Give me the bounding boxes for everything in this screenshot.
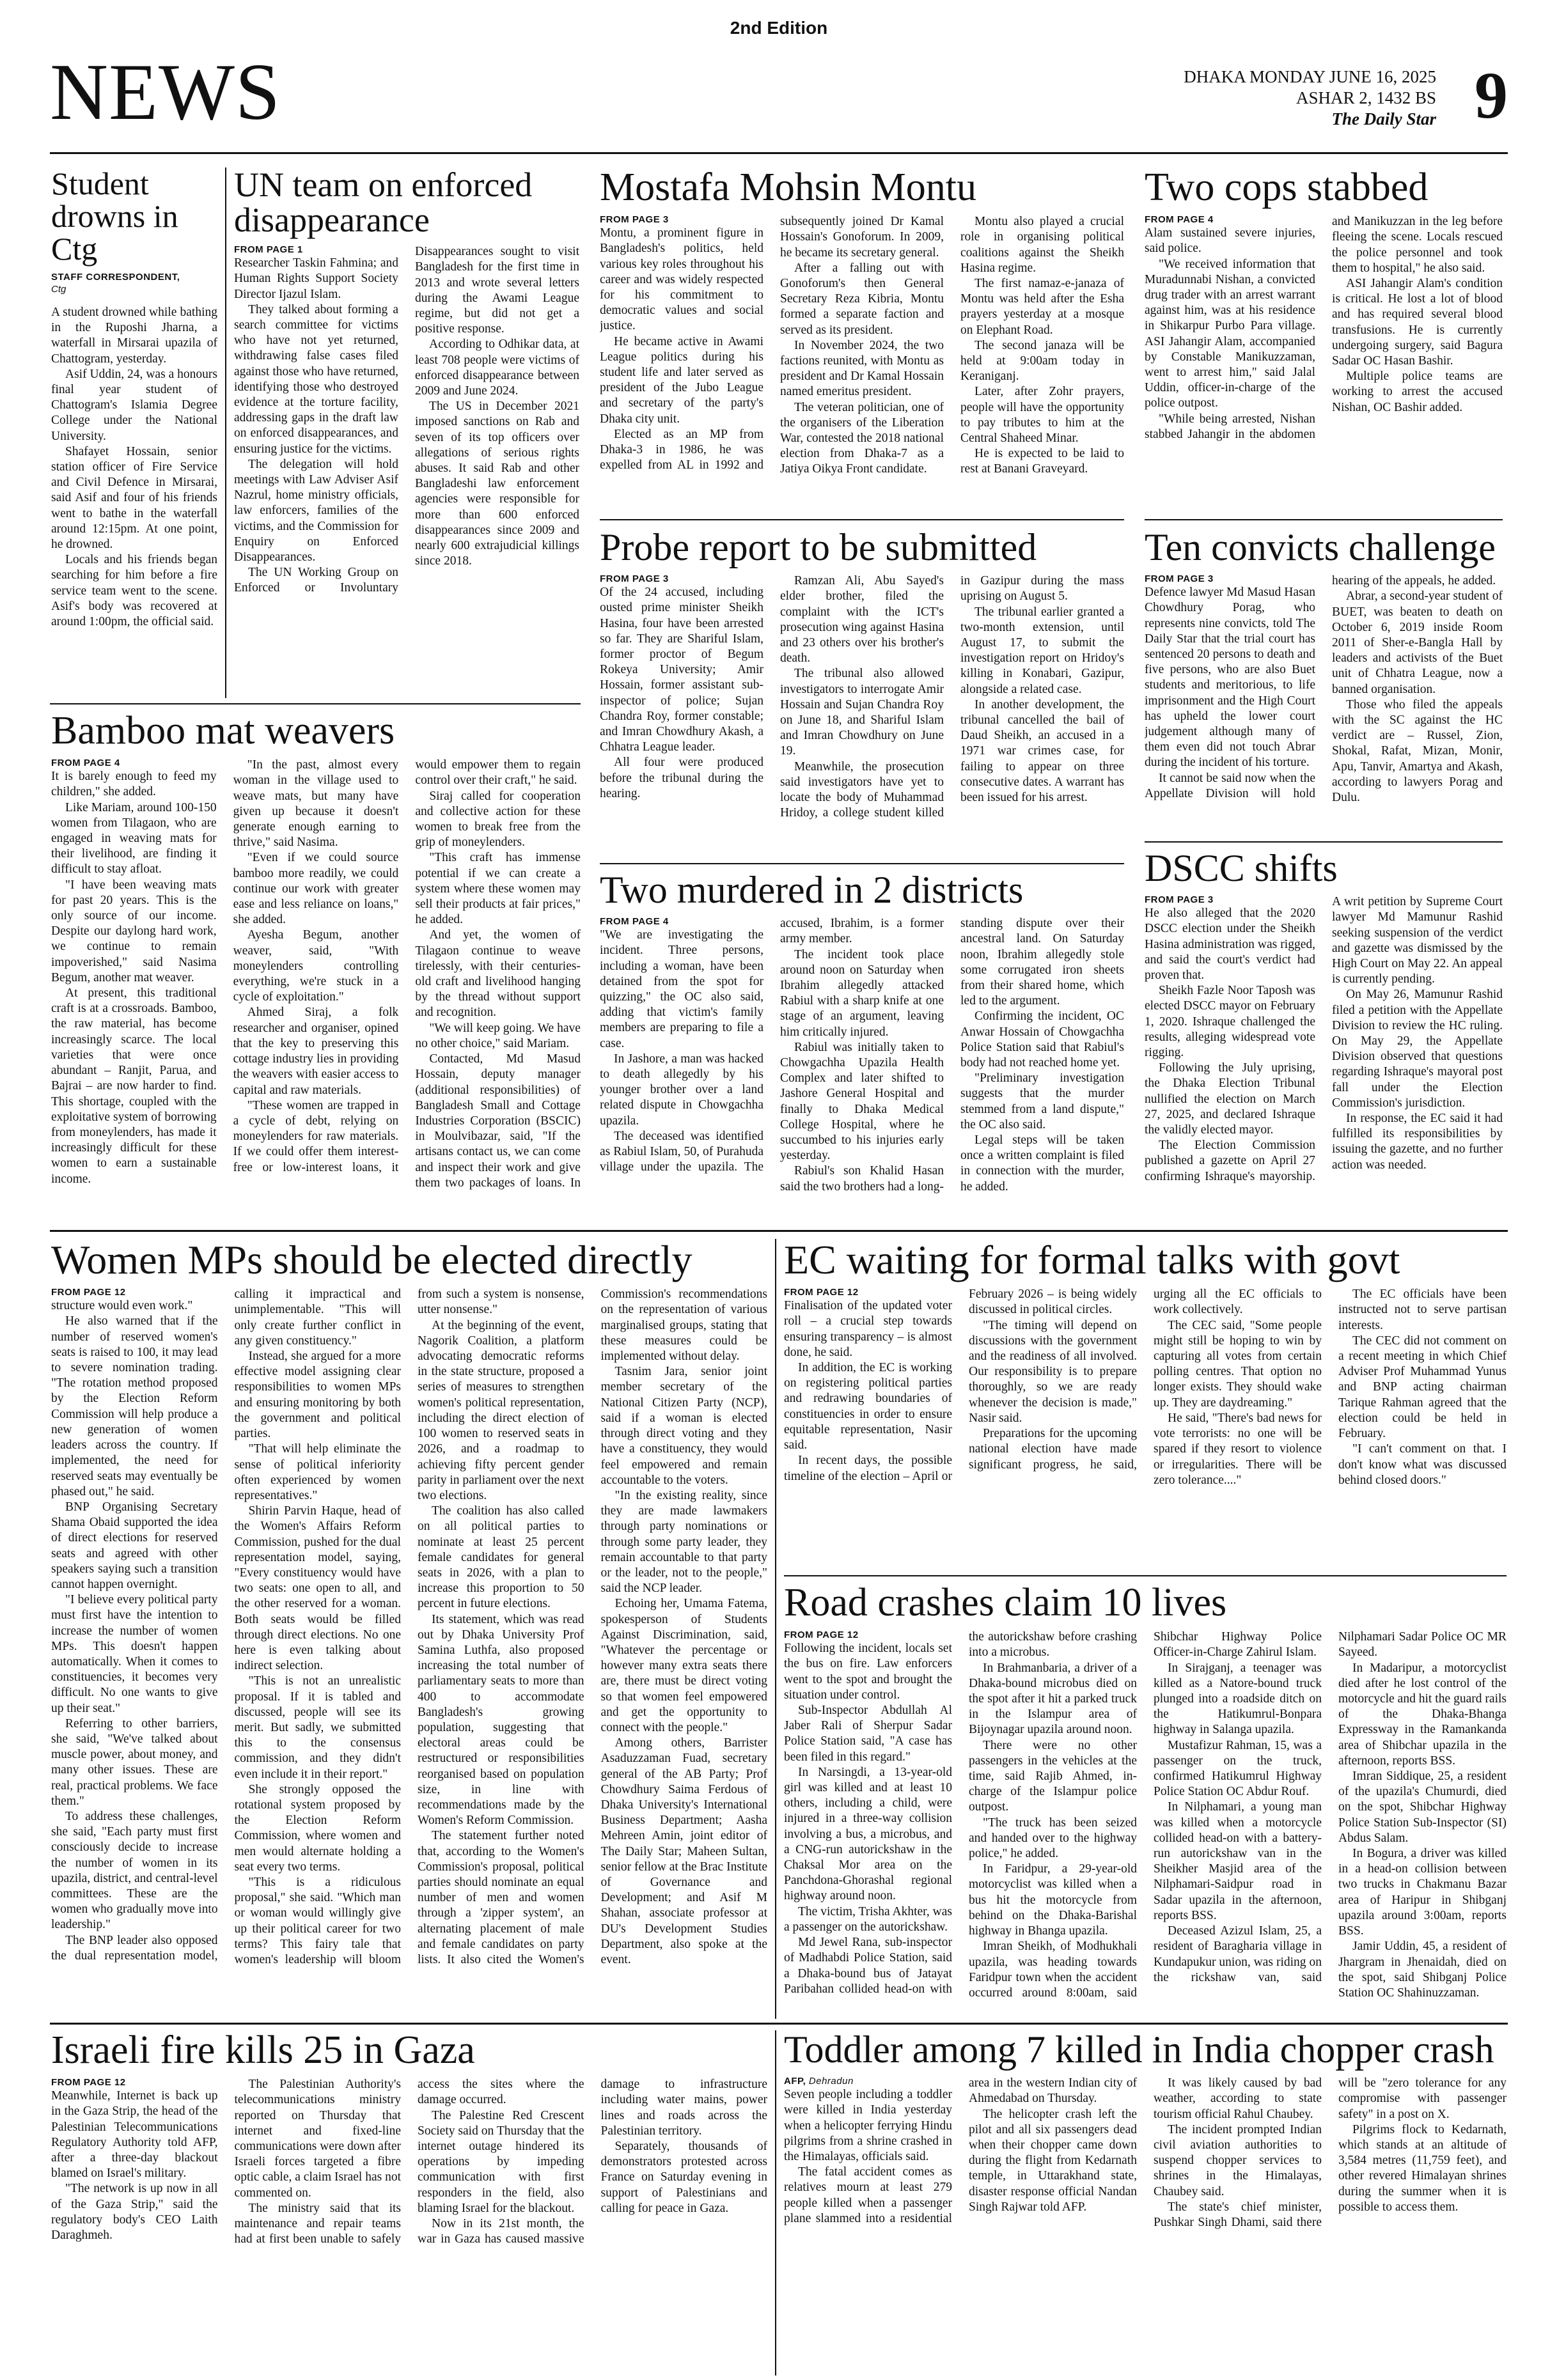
story-two-murdered [600,871,1124,1224]
from-page: FROM PAGE 12 [784,1629,859,1641]
paragraph: "I have been weaving mats for past 20 years. This is the only source of our income. Despite our daylong hard work, we continue to remain impoverished," said Nasima Begum, another mat weaver. [51,878,217,984]
headline: Women MPs should be elected directly [51,1239,693,1282]
paragraph: Contacted, Md Masud Hossain, deputy manager (additional responsibilities) of Bangladesh Small and Cottage Industries Corporation (BSCIC) in Moulvibazar, said, "If the artisans contact us, we can come and inspect their work and give them two packages of loans. In [415,1052,581,1190]
paragraph: The UN Working Group on Enforced or Involuntary Disappearances sought to visit Bangladesh for the first time in 2013 and wrote several letters during the Awami League regime, but did not get a positive response. [234,245,579,595]
masthead-rule [50,152,1508,154]
story-israeli-fire [51,2030,767,2376]
paragraph: Researcher Taskin Fahmina; and Human Rights Support Society Director Ijazul Islam. [234,256,398,301]
paragraph: Like Mariam, around 100-150 women from Tilagaon, who are engaged in weaving mats for their livelihood, are finding it difficult to stay afloat. [51,800,217,876]
story-probe-report [600,528,1124,860]
from-page: FROM PAGE 4 [1145,214,1214,226]
paragraph: "These women are trapped in a cycle of debt, relying on moneylenders for raw materials. If we could offer them interest-free or low-interest loans, it would empower them to regain control over their craft," he said. [233,758,581,1174]
paragraph: Preparations for the upcoming national election have made significant progress, he said, urging all the EC officials to work collectively. [969,1287,1322,1472]
paragraph: The delegation will hold meetings with Law Adviser Asif Nazrul, home ministry officials, law enforcers, families of the victims, and the Commission for Enquiry on Enforced Disappearances. [234,457,398,564]
paragraph: In November 2024, the two factions reunited, with Montu as president and Dr Kamal Hossain named emeritus president. [780,338,944,399]
paragraph: Defence lawyer Md Masud Hasan Chowdhury Porag, who represents nine convicts, told The Daily Star that the trial court has sentenced 20 persons to death and five persons, who are also Buet students and meritorious, to life imprisonment and the High Court has upheld the lower court judgement although many of them even did not touch Abrar during the incident of his torture. [1145,586,1315,770]
byline: STAFF CORRESPONDENT, [51,272,180,283]
paragraph: "In the existing reality, since they are made lawmakers through party nominations or through some party leader, they remain accountable to that party or the leader, not to the people," said the NCP leader. [600,1488,767,1596]
paragraph: Later, after Zohr prayers, people will have the opportunity to pay tributes to him at the Central Shaheed Minar. [960,385,1124,446]
paragraph: The Palestinian Authority's telecommunications ministry reported on Thursday that internet and fixed-line communications were down after Israeli forces targeted a fibre optic cable, a claim Israel has not commented on. [234,2078,401,2200]
paragraph: It is barely enough to feed my children," she added. [51,770,217,799]
paragraph: Pilgrims flock to Kedarnath, which stands at an altitude of 3,584 metres (11,759 feet), and other revered Himalayan shrines during the summer when it is possible to access them. [1338,2122,1507,2214]
paragraph: In Faridpur, a 29-year-old motorcyclist was killed when a bus hit the motorcycle from behind on the Dhaka-Barishal highway in Bhanga upazila. [969,1862,1137,1938]
story-body [600,214,1124,508]
paragraphs [784,1629,1507,2008]
dateline: Ctg [51,284,67,295]
section-rule [50,2023,1508,2025]
paragraph: Finalisation of the updated voter roll – a crucial step towards ensuring transparency – is almost done, he said. [784,1299,952,1359]
paragraph: In Bogura, a driver was killed in a head-on collision between two trucks in Chakmanu Bazar area of Haripur in Shibganj upazila around 3:00am, reports BSS. [1338,1847,1507,1938]
page-number: 9 [1475,59,1508,132]
paragraph: "Preliminary investigation suggests that the murder stemmed from a land dispute," the OC also said. [960,1071,1124,1132]
column-divider [775,2030,776,2376]
story-body [784,2076,1507,2371]
from-page: FROM PAGE 3 [1145,573,1214,585]
story-student-drowns [51,167,217,692]
headline: Probe report to be submitted [600,528,1037,568]
story-dscc-shifts [1145,849,1503,1224]
paragraphs [51,1287,767,1968]
paragraph: The state's chief minister, Pushkar Singh Dhami, said there will be "zero tolerance for any compromise with passenger safety" in a post on X. [1154,2076,1507,2230]
paragraph: ASI Jahangir Alam's condition is critical. He lost a lot of blood and has required several blood transfusions. He is currently undergoing surgery, said Bagura Sadar OC Hasan Bashir. [1332,277,1503,368]
paragraph: Md Jewel Rana, sub-inspector of Madhabdi Police Station, said a Dhaka-bound bus of Jatayat Paribahan collided head-on with the autorickshaw before crashing into a microbus. [784,1630,1137,1996]
paragraph: The victim, Trisha Akhter, was a passenger on the autorickshaw. [784,1904,952,1934]
paragraph: Of the 24 accused, including ousted prime minister Sheikh Hasina, four have been arrested so far. They are Shariful Islam, former proctor of Begum Rokeya University; Amir Hossain, former assistant sub-inspector of police; Sujan Chandra Roy, former constable; and Imran Chowdhury Akash, a Chhatra League leader. [600,586,763,754]
paragraph: At present, this traditional craft is at a crossroads. Bamboo, the raw material, has become increasingly scarce. The local varieties that were once abundant – Ranjit, Parua, and Bajrai – are now harder to find. This shortage, coupled with the exploitative system of borrowing from moneylenders, has made it increasingly difficult for these women to earn a sustainable income. [51,986,217,1186]
section-rule [600,863,1124,864]
story-body [51,305,217,630]
paragraph: The second janaza will be held at 9:00am today in Keraniganj. [960,338,1124,384]
paragraph: Confirming the incident, OC Anwar Hossain of Chowgachha Police Station said that Rabiul's body had not reached home yet. [960,1009,1124,1070]
dateline: Dehradun [808,2076,854,2087]
paragraph: Deceased Azizul Islam, 25, a resident of Baragharia village in Kundapukur union, was riding on the rickshaw van, said Nilphamari Sadar Police OC MR Sayeed. [1154,1630,1507,1984]
paragraph: "I believe every political party must first have the intention to increase the number of women MPs. This doesn't happen automatically. When it comes to constituencies, it becomes very difficult. No one wants to give up their seat." [51,1593,218,1715]
paragraph: In Narsingdi, a 13-year-old girl was killed and at least 10 others, including a child, were injured in a three-way collision involving a bus, a microbus, and a CNG-run autorickshaw in the Chaksal Mor area on the Panchdona-Ghorashal regional highway around noon. [784,1765,952,1903]
story-body [784,1287,1507,1562]
paragraph: It cannot be said now when the Appellate Division will hold hearing of the appeals, he added. [1145,574,1496,800]
paragraph: Now in its 21st month, the war in Gaza has caused massive damage to infrastructure including water mains, power lines and roads across the Palestinian territory. [418,2078,767,2246]
paragraph: The coalition has also called on all political parties to nominate at least 25 percent female candidates for general seats in 2026, with a plan to increase this proportion to 50 percent in future elections. [418,1504,584,1611]
from-page: FROM PAGE 3 [600,214,669,226]
paragraph: Shafayet Hossain, senior station officer of Fire Service and Civil Defence in Mirsarai, said Asif and four of his friends went to bathe in the waterfall around 12:15pm. At one point, he drowned. [51,444,217,552]
paragraph: In another development, the tribunal cancelled the bail of Daud Sheikh, an accused in a 1971 war crimes case, for failing to appear on three consecutive dates. A warrant has been issued for his arrest. [960,697,1124,805]
headline: Toddler among 7 killed in India chopper crash [784,2030,1494,2071]
paragraphs [600,573,1124,821]
paragraph: The US in December 2021 imposed sanctions on Rab and seven of its top officers over allegations of serious rights abuses. It said Rab and other Bangladeshi law enforcement agencies were responsible for more than 600 enforced disappearances since 2009 and nearly 600 extrajudicial killings since 2018. [415,400,579,568]
story-body [1145,573,1503,829]
paragraph: Separately, thousands of demonstrators protested across France on Saturday evening in support of Palestinians and calling for peace in Gaza. [600,2140,767,2215]
paragraph: He also alleged that the 2020 DSCC election under the Sheikh Hasina administration was rigged, and said the court's verdict had proven that. [1145,906,1315,982]
story-toddler-chopper [784,2030,1507,2376]
paragraph: Following the July uprising, the Dhaka Election Tribunal nullified the election on March 27, 2025, and declared Ishraque the validly elected mayor. [1145,1061,1315,1137]
story-body [784,1629,1507,2008]
paragraphs [1145,214,1503,442]
paragraph: The incident took place around noon on Saturday when Ibrahim allegedly attacked Rabiul with a sharp knife at one stage of an argument, leaving him critically injured. [780,947,944,1039]
paragraph: Following the incident, locals set the bus on fire. Law enforcers went to the spot and brought the situation under control. [784,1642,952,1702]
paragraphs [1145,894,1503,1185]
story-body [51,758,581,1205]
paragraphs [784,2076,1507,2230]
paragraph: Rabiul was initially taken to Chowgachha Upazila Health Complex and later shifted to Jashore General Hospital and finally to Dhaka Medical College Hospital, where he succumbed to his injuries early yesterday. [780,1040,944,1163]
paragraph: "While being arrested, Nishan stabbed Jahangir in the abdomen and Manikuzzan in the leg before fleeing the scene. Locals rescued the police personnel and took them to hospital," he also said. [1145,215,1503,441]
paragraph: Multiple police teams are working to arrest the accused Nishan, OC Bashir added. [1332,369,1503,414]
paragraph: "I can't comment on that. I don't know what was discussed behind closed doors." [1338,1442,1507,1487]
section-rule [1145,841,1503,843]
paragraph: The CEC said, "Some people might still be hoping to win by capturing all votes from certain polling centres. That option no longer exists. They should wake up. They are daydreaming." [1154,1318,1322,1410]
paragraph: "In the past, almost every woman in the village used to weave mats, but many have given up because it doesn't generate enough earning to thrive," said Nasima. [233,758,399,850]
headline: Student drowns in Ctg [51,167,178,267]
paragraph: The ministry said that its maintenance and repair teams had at first been unable to safely access the sites where the damage occurred. [234,2078,584,2246]
paragraph: Those who filed the appeals with the SC against the HC verdict are – Russel, Zion, Shokal, Rafat, Mizan, Monir, Apu, Tanvir, Amartya and Akash, according to lawyers Porag and Dulu. [1332,697,1503,805]
byline-agency: AFP, [784,2076,806,2087]
from-page: FROM PAGE 12 [784,1287,859,1298]
paragraph: Imran Sheikh, of Modhukhali upazila, was heading towards Faridpur town when the accident occurred around 8:00am, said Shibchar Highway Police Officer-in-Charge Zahirul Islam. [969,1630,1322,2000]
paragraph: The Palestine Red Crescent Society said on Thursday that the internet outage hindered its operations by impeding communication with first responders in the field, also blaming Israel for the blackout. [418,2108,584,2215]
paragraph: They talked about forming a search committee for victims who have not yet returned, withdrawing false cases filed against those who have returned, identifying those who destroyed evidence at the torture facility, addressing gaps in the draft law on enforced disappearances, and ensuring justice for the victims. [234,302,398,456]
paragraph: "This is not an unrealistic proposal. If it is tabled and discussed, people will see its merit. But sadly, we submitted this to the consensus commission, and they didn't even include it in their report." [234,1674,401,1781]
paragraph: In response, the EC said it had fulfilled its responsibilities by issuing the gazette, and no further action was needed. [1332,1112,1503,1172]
story-ten-convicts [1145,528,1503,835]
paragraph: All four were produced before the tribunal during the hearing. [600,756,763,800]
story-body [1145,214,1503,515]
headline: Israeli fire kills 25 in Gaza [51,2030,475,2072]
from-page: FROM PAGE 12 [51,2077,126,2088]
paper-logo: The Daily Star [1331,109,1436,128]
headline: DSCC shifts [1145,849,1338,889]
story-body [234,244,579,692]
paragraph: The first namaz-e-janaza of Montu was held after the Esha prayers yesterday at a mosque on Elephant Road. [960,277,1124,337]
from-page: FROM PAGE 3 [1145,894,1214,906]
byline [784,2076,952,2087]
from-page: FROM PAGE 1 [234,244,303,256]
column-divider [225,167,226,698]
paragraph: Montu, a prominent figure in Bangladesh's politics, held various key roles throughout his career and was widely respected for his commitment to democratic values and social justice. [600,226,763,333]
paragraph: Montu also played a crucial role in organising political coalitions against the Sheikh Hasina regime. [960,215,1124,275]
paragraph: Imran Siddique, 25, a resident of the upazila's Chumurdi, died on the spot, Shibchar Highway Police Station Sub-Inspector (SI) Abdus Salam. [1338,1769,1507,1845]
paragraph: Seven people including a toddler were killed in India yesterday when a helicopter ferrying Hindu pilgrims from a shrine crashed in the Himalayas, officials said. [784,2088,952,2163]
paragraphs [600,916,1124,1195]
edition-label: 2nd Edition [730,18,828,38]
date-line: DHAKA MONDAY JUNE 16, 2025 [1184,67,1436,86]
paragraph: "The network is up now in all of the Gaza Strip," said the regulatory body's CEO Laith Daraghmeh. [51,2182,218,2243]
paragraph: structure would even work." [51,1299,193,1313]
paragraph: Sheikh Fazle Noor Taposh was elected DSCC mayor on February 1, 2020. Ishraque challenged the results, alleging widespread vote rigging. [1145,984,1315,1060]
paragraph: The fatal accident comes as relatives mourn at least 279 people killed when a passenger plane slammed into a residential area in the western Indian city of Ahmedabad on Thursday. [784,2076,1137,2225]
paragraph: Echoing her, Umama Fatema, spokesperson of Students Against Discrimination, said, "Whatever the percentage or however many extra seats there are, there must be direct voting so that women feel empowered and get the opportunity to connect with the people." [600,1597,767,1734]
section-rule [600,519,1124,520]
paragraph: The incident prompted Indian civil aviation authorities to suspend chopper services to shrines in the Himalayas, Chaubey said. [1154,2122,1322,2198]
paragraph: Sub-Inspector Abdullah Al Jaber Rali of Sherpur Sadar Police Station said, "A case has been filed in this regard." [784,1704,952,1764]
story-montu [600,167,1124,516]
paragraph: In Jashore, a man was hacked to death allegedly by his younger brother over a land related dispute in Chowgachha upazila. [600,1052,763,1128]
paragraph: It was likely caused by bad weather, according to state tourism official Rahul Chaubey. [1154,2076,1322,2121]
from-page: FROM PAGE 3 [600,573,669,585]
paragraph: Locals and his friends began searching for him before a fire service team went to the scene. Asif's body was recovered at around 1:00pm, the official said. [51,553,217,629]
paragraphs [600,214,1124,477]
paragraph: At the beginning of the event, Nagorik Coalition, a platform advocating democratic reforms in the state structure, proposed a series of measures to strengthen women's political representation, including the direct election of 100 women to reserved seats in 2026, and a roadmap to achieving fifty percent gender parity in parliament over the next two elections. [418,1318,584,1502]
section-rule [50,1230,1508,1232]
section-rule [50,703,581,704]
paragraphs [51,2077,767,2247]
paragraph: He said, "There's bad news for vote terrorists: no one will be spared if they resort to violence or irregularities. There will be zero tolerance...." [1154,1411,1322,1487]
paragraphs [51,758,581,1205]
story-body [51,2077,767,2371]
paragraph: Siraj called for cooperation and collective action for these women to break free from the grip of moneylenders. [415,789,581,850]
paragraph: The tribunal also allowed investigators to interrogate Amir Hossain and Sujan Chandra Roy on June 18, and Shariful Islam and Imran Chowdhury on June 19. [780,667,944,758]
paragraphs [784,1287,1507,1488]
paragraph: The statement further noted that, according to the Women's Commission's proposal, political parties should nominate an equal number of men and women through a 'zipper system', an alternating placement of male and female candidates on party lists. It also cited the Women's Commission's recommendations on the representation of various marginalised groups, stating that these measures could be implemented without delay. [418,1287,767,1966]
story-road-crashes [784,1583,1507,2018]
masthead-info [1184,66,1436,130]
paragraph: To address these challenges, she said, "Each party must first consciously decide to increase the number of women in its upazila, district, and central-level committees. These are the women who gradually move into leadership." [51,1809,218,1932]
story-body [600,916,1124,1217]
section-rule [784,1575,1507,1576]
paragraph: In Madaripur, a motorcyclist died after he lost control of the motorcycle and hit the guard rails of the Dhaka-Bhanga Expressway in the Ramankanda area of Shibchar upazila in the afternoon, reports BSS. [1338,1661,1507,1768]
paragraph: "We received information that Muradunnabi Nishan, a convicted drug trader with an arrest warrant against him, was at his residence in Shikarpur Purbo Para village. ASI Jahangir Alam, accompanied by Constable Manikuzzaman, went to arrest him," said Jalal Uddin, officer-in-charge of the police outpost. [1145,257,1315,410]
paragraph: "This craft has immense potential if we can create a system where these women may sell their products at fair prices," he added. [415,851,581,927]
paragraph: The EC officials have been instructed not to serve partisan interests. [1338,1287,1507,1332]
masthead [50,12,1508,150]
paragraphs [234,244,579,596]
paragraph: Ahmed Siraj, a folk researcher and organiser, opined that the key to preserving this cottage industry lies in providing the weavers with easier access to capital and raw materials. [233,1006,399,1097]
paragraph: He is expected to be laid to rest at Banani Graveyard. [960,447,1124,476]
headline: Ten convicts challenge [1145,528,1496,568]
story-ec-waiting [784,1239,1507,1571]
paragraph: The Election Commission published a gazette on April 27 confirming Ishraque's mayorship. A writ petition by Supreme Court lawyer Md Mamunur Rashid seeking suspension of the verdict and gazette was dismissed by the High Court on May 22. An appeal is currently pending. [1145,895,1503,1183]
section-title: NEWS [50,48,281,137]
paragraph: "We are investigating the incident. Three persons, including a woman, have been detained from the spot for quizzing," the OC also said, adding that victim's family members are preparing to file a case. [600,928,763,1050]
paragraph: She strongly opposed the rotational system proposed by the Election Reform Commission, where women and men would alternate holding a seat every two terms. [234,1782,401,1874]
column-divider [775,1239,776,2019]
headline: Bamboo mat weavers [51,711,395,752]
headline: Two murdered in 2 districts [600,871,1024,911]
headline: EC waiting for formal talks with govt [784,1239,1400,1282]
paragraph: "The timing will depend on discussions with the government and the readiness of all involved. Our responsibility is to prepare thoroughly, so we are ready whenever the decision is made," Nasir said. [969,1318,1137,1425]
paragraph: BNP Organising Secretary Shama Obaid supported the idea of direct elections for reserved seats and agreed with other speakers saying such a transition cannot happen overnight. [51,1500,218,1591]
from-page: FROM PAGE 12 [51,1287,126,1298]
headline: UN team on enforced disappearance [234,167,533,240]
paragraph: In addition, the EC is working on registering political parties and redrawing boundaries of constituencies in order to ensure equitable representation, Nasir said. [784,1361,952,1452]
paragraph: Rabiul's son Khalid Hasan said the two brothers had a long-standing dispute over their ancestral land. On Saturday noon, Ibrahim allegedly stole some corrugated iron sheets from their shared home, which led to the argument. [780,917,1124,1194]
section-rule [1145,519,1503,520]
paragraph: In Nilphamari, a young man was killed when a motorcycle collided head-on with a battery-run autorickshaw van in the Sheikher Masjid area of the Nilphamari-Saidpur road in Sadar upazila in the afternoon, reports BSS. [1154,1800,1322,1922]
paragraph: And yet, the women of Tilagaon continue to weave tirelessly, with their centuries-old craft and livelihood hanging by the thread without support and recognition. [415,928,581,1020]
paragraph: "That will help eliminate the sense of political inferiority often experienced by women representatives." [234,1442,401,1502]
paragraph: "This is a ridiculous proposal," she said. "Which man or woman would willingly give up their political career for two terms? This fairy tale that women's leadership will bloom from such a system is nonsense, utter nonsense." [234,1287,584,1966]
paragraph: Its statement, which was read out by Dhaka University Prof Samina Luthfa, also proposed increasing the total number of parliamentary seats to more than 400 to accommodate Bangladesh's growing population, suggesting that electoral areas could be restructured or responsibilities reorganised based on population size, in line with recommendations made by the Women's Reform Commission. [418,1612,584,1828]
paragraph: Alam sustained severe injuries, said police. [1145,226,1315,256]
story-body [51,1287,767,2009]
paragraph: The CEC did not comment on a recent meeting in which Chief Adviser Prof Muhammad Yunus and BNP acting chairman Tarique Rahman agreed that the election could be held in February. [1338,1334,1507,1441]
paragraph: The BNP leader also opposed the dual representation model, calling it impractical and unimplementable. "This will only create further conflict in any given constituency." [51,1287,401,1963]
paragraph: Mustafizur Rahman, 15, was a passenger on the truck, confirmed Hatikumrul Highway Police Station OC Abdur Rouf. [1154,1738,1322,1799]
paragraph: Abrar, a second-year student of BUET, was beaten to death on October 6, 2019 inside Room 2011 of Sher-e-Bangla Hall by leaders and activists of the Buet unit of Chhatra League, now a banned organisation. [1332,589,1503,696]
paragraph: According to Odhikar data, at least 708 people were victims of enforced disappearance between 2009 and June 2024. [415,338,579,398]
headline: Two cops stabbed [1145,167,1429,209]
story-body [1145,894,1503,1217]
headline: Mostafa Mohsin Montu [600,167,976,209]
paragraph: He also warned that if the number of reserved women's seats is raised to 100, it may lead to severe nomination trading. "The rotation method proposed by the Election Reform Commission will help produce a new generation of women leaders across the country. If implemented, the need for reserved seats may eventually be phased out," he said. [51,1314,218,1498]
paragraph: Referring to other barriers, she said, "We've talked about muscle power, about money, and many other issues. These are real, practical problems. We face them." [51,1716,218,1808]
paragraph: "The truck has been seized and handed over to the highway police," he added. [969,1816,1137,1861]
paragraph: Legal steps will be taken once a written complaint is filed in connection with the murder, he added. [960,1133,1124,1194]
paragraph: The veteran politician, one of the organisers of the Liberation War, contested the 2018 national election from Dhaka-7 as a Jatiya Oikya Front candidate. [780,400,944,476]
paragraph: Asif Uddin, 24, was a honours final year student of Chattogram's Islamia Degree College under the National University. [51,367,217,443]
paragraph: "We will keep going. We have no other choice," said Mariam. [415,1021,581,1050]
story-bamboo-mat-weavers [51,711,581,1224]
paragraph: Instead, she argued for a more effective model assigning clear responsibilities to women MPs and ensuring monitoring by both the government and political parties. [234,1349,401,1441]
from-page: FROM PAGE 4 [600,916,669,928]
story-two-cops [1145,167,1503,518]
paragraph: The tribunal earlier granted a two-month extension, until August 17, to submit the investigation report on Hridoy's killing in Konabari, Gazipur, alongside a related case. [960,605,1124,696]
date-bangla: ASHAR 2, 1432 BS [1296,88,1436,107]
paragraph: In recent days, the possible timeline of the election – April or February 2026 – is being widely discussed in political circles. [784,1287,1137,1483]
paragraph: Ayesha Begum, another weaver, said, "With moneylenders controlling everything, we're stuck in a cycle of exploitation." [233,928,399,1004]
paragraph: Shirin Parvin Haque, head of the Women's Affairs Reform Commission, pushed for the dual representation model, saying, "Every constituency would have two seats: one open to all, and the other reserved for a woman. Both seats would be filled through direct elections. No one here is even talking about indirect selection. [234,1504,401,1673]
paragraph: The deceased was identified as Rabiul Islam, 50, of Purahuda village under the upazila. The accused, Ibrahim, is a former army member. [600,917,944,1174]
paragraph: The helicopter crash left the pilot and all six passengers dead when their chopper came down during the flight from Kedarnath temple, in Uttarakhand state, disaster response official Nandan Singh Rajwar told AFP. [969,2107,1137,2214]
paragraph: In Sirajganj, a teenager was killed as a Natore-bound truck plunged into a roadside ditch on the Hatikumrul-Bonpara highway in Salanga upazila. [1154,1661,1322,1737]
paragraph: Jamir Uddin, 45, a resident of Jhargram in Jhenaidah, died on the spot, said Shibganj Police Station OC Shahinuzzaman. [1338,1940,1507,2000]
paragraph: Elected as an MP from Dhaka-3 in 1986, he was expelled from AL in 1992 and subsequently joined Dr Kamal Hossain's Gonoforum. In 2009, he became its secretary general. [600,215,944,472]
paragraph: Among others, Barrister Asaduzzaman Fuad, secretary general of the AB Party; Prof Chowdhury Saima Ferdous of Dhaka University's International Business Department; Aasha Mehreen Amin, joint editor of The Daily Star; Maheen Sultan, senior fellow at the Brac Institute of Governance and Development; and Asif M Shahan, associate professor at DU's Development Studies Department, also spoke at the event. [600,1736,767,1966]
paragraph: On May 26, Mamunur Rashid filed a petition with the Appellate Division to review the HC ruling. On May 29, the Appellate Division observed that questions regarding Ishraque's mayoral post fall under the Election Commission's jurisdiction. [1332,988,1503,1110]
paragraph: In Brahmanbaria, a driver of a Dhaka-bound microbus died on the spot after it hit a parked truck in the Islampur area of Bijoynagar upazila around noon. [969,1661,1137,1737]
paragraphs [1145,573,1503,805]
paragraph: Meanwhile, Internet is back up in the Gaza Strip, the head of the Palestinian Telecommunications Regulatory Authority told AFP, after a three-day blackout blamed on Israel's military. [51,2089,218,2181]
paragraph: He became active in Awami League politics during his student life and later served as president of the Jubo League and secretary of the party's Dhaka city unit. [600,334,763,426]
paragraph: Ramzan Ali, Abu Sayed's elder brother, filed the complaint with the ICT's prosecution wing against Hasina and 23 others over his brother's death. [780,574,944,665]
paragraph: Tasnim Jara, senior joint member secretary of the National Citizen Party (NCP), said if a woman is elected through direct voting and they have a constituency, they would feel empowered and remain accountable to the voters. [600,1365,767,1487]
story-women-mps [51,1239,767,2019]
paragraph: "Even if we could source bamboo more readily, we could continue our work with greater ease and less reliance on loans," she added. [233,851,399,927]
paragraph: There were no other passengers in the vehicles at the time, said Rajib Ahmed, in-charge of the Islampur police outpost. [969,1738,1137,1814]
paragraph: After a falling out with Gonoforum's then General Secretary Reza Kibria, Montu formed a separate faction and served as its president. [780,261,944,337]
paragraph: A student drowned while bathing in the Ruposhi Jharna, a waterfall in Mirsarai upazila of Chattogram, yesterday. [51,306,217,366]
paragraph: Meanwhile, the prosecution said investigators have yet to locate the body of Muhammad Hridoy, a college student killed in Gazipur during the mass uprising on August 5. [780,574,1124,820]
from-page: FROM PAGE 4 [51,758,120,769]
story-body [600,573,1124,855]
headline: Road crashes claim 10 lives [784,1583,1227,1624]
story-un-team [234,167,579,701]
